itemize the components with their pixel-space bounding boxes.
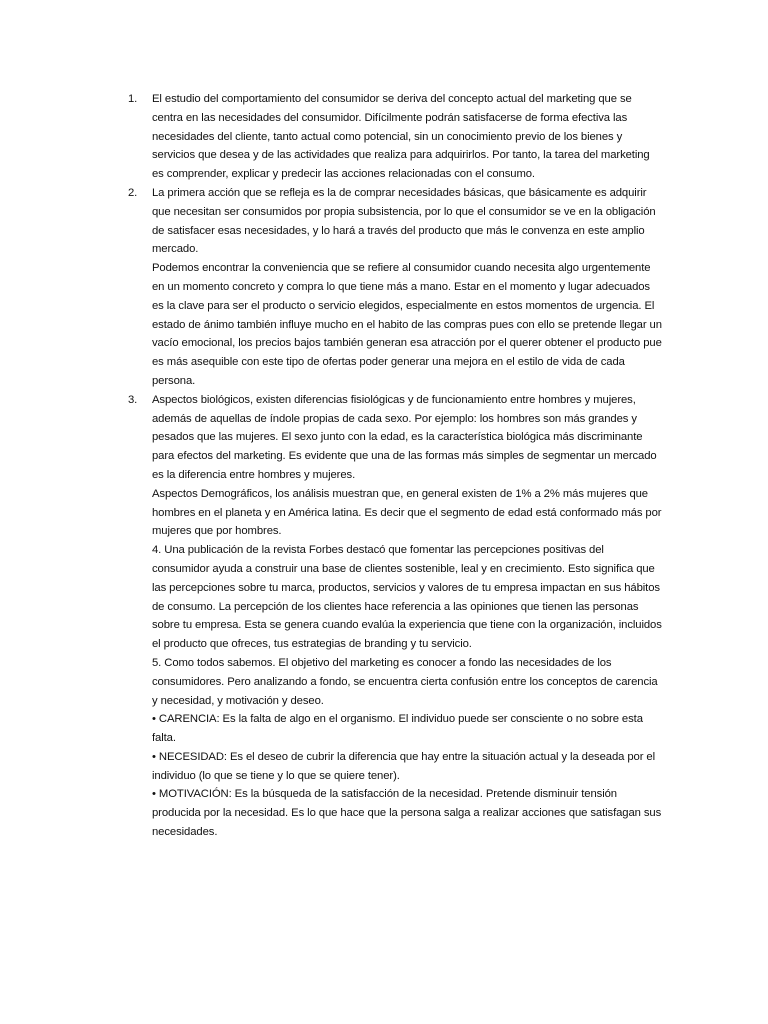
bullet-necesidad: • NECESIDAD: Es el deseo de cubrir la diferencia que hay entre la situación actual y la deseada por el individuo (lo que se tiene y lo que se quiere tener). xyxy=(152,750,656,782)
paragraph-1: El estudio del comportamiento del consumidor se deriva del concepto actual del marketing que se centra en las necesidades del consumidor. Difícilmente podrán satisfacerse de forma efectiva las necesidades del cliente, tanto actual como potencial, sin un conocimiento previo de los bienes y servicios que desea y de las actividades que realiza para adquirirlos. Por tanto, la tarea del marketing es comprender, explicar y predecir las acciones relacionadas con el consumo. xyxy=(152,93,650,181)
paragraph-3: Aspectos biológicos, existen diferencias fisiológicas y de funcionamiento entre hombres y mujeres, además de aquellas de índole propias de cada sexo. Por ejemplo: los hombres son más grandes y pesados que las mujeres. El sexo junto con la edad, es la característica biológica más discriminante para efectos del marketing. Es evidente que una de las formas más simples de segmentar un mercado es la diferencia entre hombres y mujeres. xyxy=(152,393,657,481)
list-number-2: 2. xyxy=(128,186,138,199)
paragraph-5: 5. Como todos sabemos. El objetivo del marketing es conocer a fondo las necesidades de los consumidores. Pero analizando a fondo, se encuentra cierta confusión entre los conceptos de carencia y necesidad, y motivación y deseo. xyxy=(152,656,658,707)
document-body xyxy=(128,90,664,842)
list-number-3: 3. xyxy=(128,393,138,406)
list-number-1: 1. xyxy=(128,93,138,105)
paragraph-3-continued: Aspectos Demográficos, los análisis muestran que, en general existen de 1% a 2% más mujeres que hombres en el planeta y en América latina. Es decir que el segmento de edad está conformado más por mujeres que por hombres. xyxy=(152,487,662,538)
bullet-motivacion: • MOTIVACIÓN: Es la búsqueda de la satisfacción de la necesidad. Pretende disminuir tensión producida por la necesidad. Es lo que hace que la persona salga a realizar acciones que satisfagan sus necesidades. xyxy=(152,788,662,839)
bullet-carencia: • CARENCIA: Es la falta de algo en el organismo. El individuo puede ser consciente o no sobre esta falta. xyxy=(152,713,643,745)
paragraph-4: 4. Una publicación de la revista Forbes destacó que fomentar las percepciones positivas del consumidor ayuda a construir una base de clientes sostenible, leal y en crecimiento. Esto significa que las percepciones sobre tu marca, productos, servicios y valores de tu empresa impactan en sus hábitos de consumo. La percepción de los clientes hace referencia a las opiniones que tienen las personas sobre tu empresa. Esta se genera cuando evalúa la experiencia que tiene con la organización, incluidos el producto que ofreces, tus estrategias de branding y tu servicio. xyxy=(152,544,662,651)
list-item-1 xyxy=(128,90,664,184)
list-item-2 xyxy=(128,184,664,391)
paragraph-2: La primera acción que se refleja es la de comprar necesidades básicas, que básicamente es adquirir que necesitan ser consumidos por propia subsistencia, por lo que el consumidor se ve en la obligación de satisfacer esas necesidades, y lo hará a través del producto que más le convenza en este amplio mercado. xyxy=(152,186,656,256)
list-item-3 xyxy=(128,391,664,541)
paragraph-2-continued: Podemos encontrar la conveniencia que se refiere al consumidor cuando necesita algo urgentemente en un momento concreto y compra lo que tiene más a mano. Estar en el momento y lugar adecuados es la clave para ser el producto o servicio elegidos, especialmente en estos momentos de urgencia. El estado de ánimo también influye mucho en el habito de las compras pues con ello se pretende llegar un vacío emocional, los precios bajos también generan esa atracción por el querer obtener el producto pue es más asequible con este tipo de ofertas poder generar una mejora en el estilo de vida de cada persona. xyxy=(152,262,662,387)
